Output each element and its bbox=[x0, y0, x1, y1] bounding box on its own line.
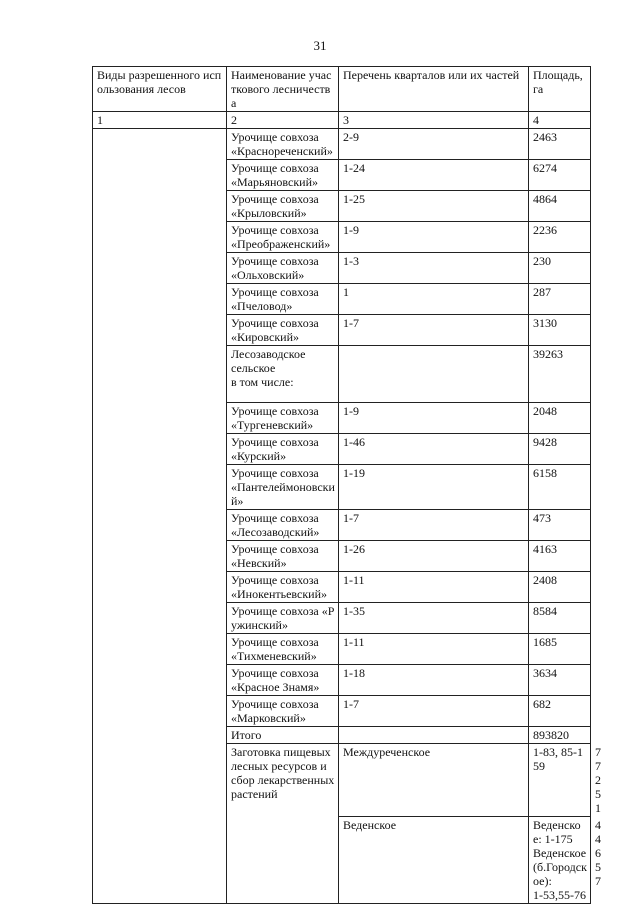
area-value: 2048 bbox=[529, 403, 591, 434]
district-name: Урочище совхоза «Тургеневский» bbox=[227, 403, 339, 434]
district-name: Урочище совхоза «Красное Знамя» bbox=[227, 665, 339, 696]
quarters: 1-7 bbox=[339, 315, 529, 346]
column-number-row bbox=[93, 112, 591, 129]
quarters: 1-24 bbox=[339, 160, 529, 191]
quarters: 1-19 bbox=[339, 465, 529, 510]
table-header-row bbox=[93, 67, 591, 112]
district-name bbox=[227, 346, 339, 403]
district-name-line: Лесозаводское bbox=[231, 347, 306, 361]
use-type-cell-empty bbox=[93, 129, 227, 904]
district-name: Урочище совхоза «Краснореченский» bbox=[227, 129, 339, 160]
area-value: 230 bbox=[529, 253, 591, 284]
area-value: 473 bbox=[529, 510, 591, 541]
quarters: 1-83, 85-159 bbox=[529, 744, 591, 817]
table-row: Веденское Веденское: 1-175 Веденское (б.Городское): 1-53,55-76 44657 bbox=[93, 817, 591, 904]
area-value: 287 bbox=[529, 284, 591, 315]
column-number: 3 bbox=[339, 112, 529, 129]
area-value: 9428 bbox=[529, 434, 591, 465]
quarters-line: Веденское: 1-175 bbox=[533, 818, 581, 846]
quarters-line: 1-53,55-76 bbox=[533, 888, 586, 902]
quarters: 1 bbox=[339, 284, 529, 315]
area-value: 2408 bbox=[529, 572, 591, 603]
quarters: 1-7 bbox=[339, 510, 529, 541]
quarters: 2-9 bbox=[339, 129, 529, 160]
district-name: Междуреченское bbox=[339, 744, 529, 817]
quarters-empty bbox=[339, 727, 529, 744]
quarters: 1-25 bbox=[339, 191, 529, 222]
district-name: Веденское bbox=[339, 817, 529, 904]
quarters bbox=[339, 346, 529, 403]
district-name-line: в том числе: bbox=[231, 375, 294, 389]
table-row: Заготовка пищевых лесных ресурсов и сбор лекарственных растений Междуреченское 1-83, 85-159 77251 bbox=[93, 744, 591, 817]
table-row bbox=[93, 129, 591, 160]
quarters bbox=[529, 817, 591, 904]
total-label: Итого bbox=[227, 727, 339, 744]
quarters: 1-26 bbox=[339, 541, 529, 572]
forest-use-table bbox=[92, 66, 601, 904]
district-name: Урочище совхоза «Пантелеймоновский» bbox=[227, 465, 339, 510]
district-name: Урочище совхоза «Ружинский» bbox=[227, 603, 339, 634]
quarters: 1-9 bbox=[339, 403, 529, 434]
quarters-line: Веденское (б.Городское): bbox=[533, 846, 587, 888]
area-value: 2463 bbox=[529, 129, 591, 160]
quarters: 1-3 bbox=[339, 253, 529, 284]
district-name: Урочище совхоза «Невский» bbox=[227, 541, 339, 572]
area-value: 3130 bbox=[529, 315, 591, 346]
column-number: 2 bbox=[227, 112, 339, 129]
total-area-value: 893820 bbox=[529, 727, 591, 744]
district-name: Урочище совхоза «Марьяновский» bbox=[227, 160, 339, 191]
area-value: 4163 bbox=[529, 541, 591, 572]
district-name: Урочище совхоза «Пчеловод» bbox=[227, 284, 339, 315]
quarters: 1-46 bbox=[339, 434, 529, 465]
quarters: 1-11 bbox=[339, 572, 529, 603]
header-area: Площадь, га bbox=[529, 67, 591, 112]
area-value: 39263 bbox=[529, 346, 591, 403]
header-use-type: Виды разрешенного использования лесов bbox=[93, 67, 227, 112]
district-name: Урочище совхоза «Кировский» bbox=[227, 315, 339, 346]
column-number: 1 bbox=[93, 112, 227, 129]
quarters: 1-18 bbox=[339, 665, 529, 696]
district-name: Урочище совхоза «Марковский» bbox=[227, 696, 339, 727]
area-value: 6274 bbox=[529, 160, 591, 191]
header-quarters-list: Перечень кварталов или их частей bbox=[339, 67, 529, 112]
use-type-gathering: Заготовка пищевых лесных ресурсов и сбор лекарственных растений bbox=[227, 744, 339, 904]
district-name: Урочище совхоза «Инокентьевский» bbox=[227, 572, 339, 603]
district-name: Урочище совхоза «Курский» bbox=[227, 434, 339, 465]
district-name: Урочище совхоза «Крыловский» bbox=[227, 191, 339, 222]
area-value: 682 bbox=[529, 696, 591, 727]
district-name: Урочище совхоза «Тихменевский» bbox=[227, 634, 339, 665]
area-value: 3634 bbox=[529, 665, 591, 696]
district-name: Урочище совхоза «Ольховский» bbox=[227, 253, 339, 284]
area-value: 6158 bbox=[529, 465, 591, 510]
quarters: 1-11 bbox=[339, 634, 529, 665]
header-district-name: Наименование участкового лесничества bbox=[227, 67, 339, 112]
district-name: Урочище совхоза «Лесозаводский» bbox=[227, 510, 339, 541]
quarters: 1-35 bbox=[339, 603, 529, 634]
district-name-line: сельское bbox=[231, 361, 276, 375]
area-value: 2236 bbox=[529, 222, 591, 253]
quarters: 1-7 bbox=[339, 696, 529, 727]
quarters: 1-9 bbox=[339, 222, 529, 253]
district-name: Урочище совхоза «Преображенский» bbox=[227, 222, 339, 253]
area-value: 8584 bbox=[529, 603, 591, 634]
page-number: 31 bbox=[313, 38, 327, 53]
area-value: 4864 bbox=[529, 191, 591, 222]
column-number: 4 bbox=[529, 112, 591, 129]
area-value: 1685 bbox=[529, 634, 591, 665]
